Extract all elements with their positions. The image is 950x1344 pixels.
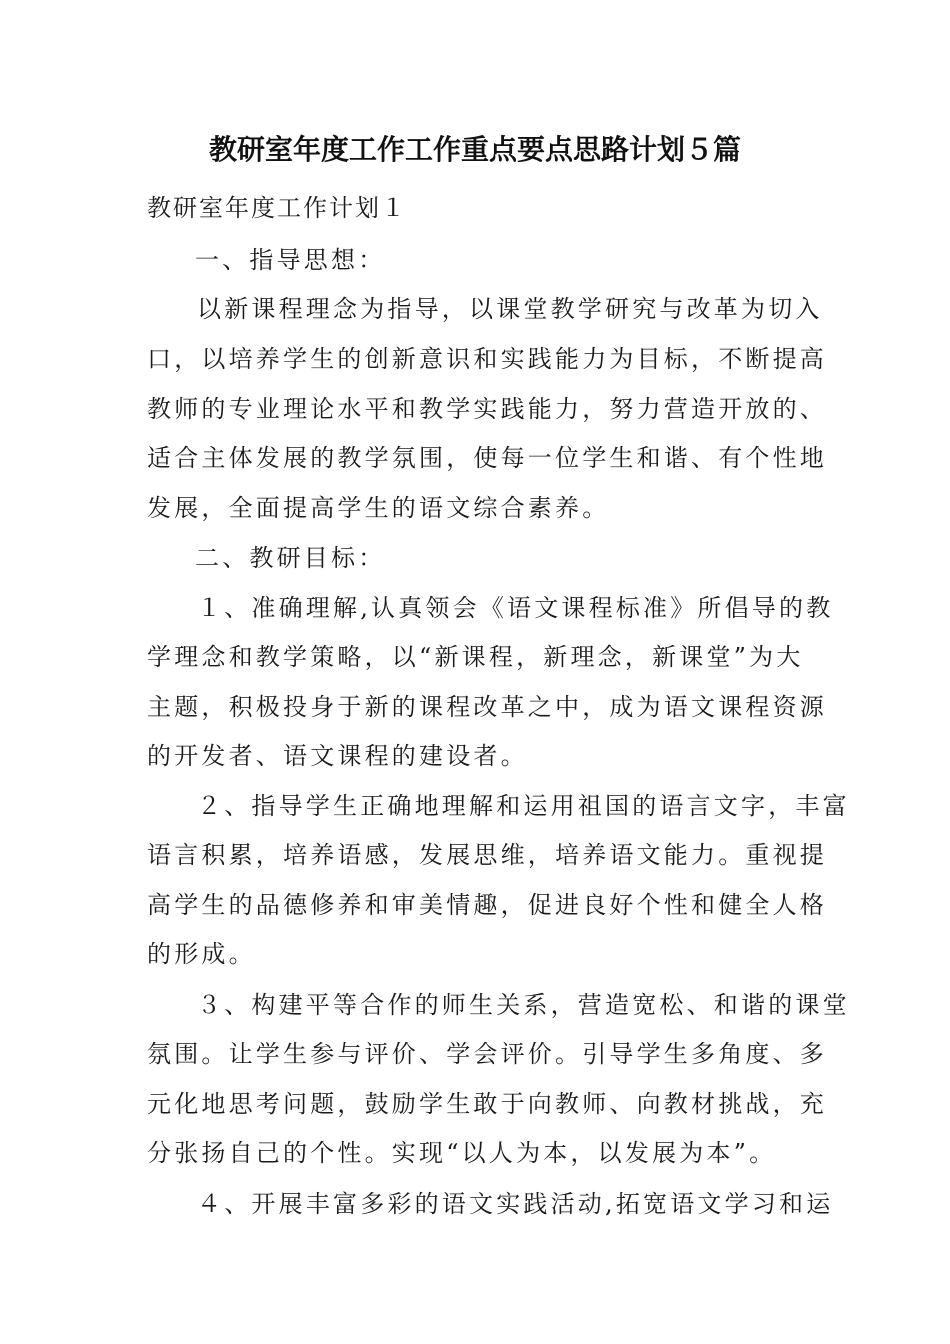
- section-heading-guiding-thought: 一、指导思想：: [195, 246, 386, 274]
- paragraph-line: 发展，全面提高学生的语文综合素养。: [147, 494, 610, 522]
- list-item-line: 学理念和教学策略，以“新课程，新理念，新课堂”为大: [147, 643, 804, 671]
- list-item-line: 的开发者、语文课程的建设者。: [147, 742, 528, 770]
- section-heading-research-goals: 二、教研目标：: [195, 544, 386, 572]
- list-item-line: ４、开展丰富多彩的语文实践活动,拓宽语文学习和运: [197, 1190, 834, 1218]
- paragraph-line: 口，以培养学生的创新意识和实践能力为目标，不断提高: [147, 345, 827, 373]
- list-item-line: 元化地思考问题，鼓励学生敢于向教师、向教材挑战，充: [147, 1090, 827, 1118]
- list-item-line: ３、构建平等合作的师生关系，营造宽松、和谐的课堂: [197, 991, 850, 1019]
- paragraph-line: 教师的专业理论水平和教学实践能力，努力营造开放的、: [147, 395, 827, 423]
- document-title: 教研室年度工作工作重点要点思路计划５篇: [208, 133, 741, 166]
- paragraph-line: 以新课程理念为指导，以课堂教学研究与改革为切入: [197, 295, 823, 323]
- list-item-line: １、准确理解,认真领会《语文课程标准》所倡导的教: [197, 594, 834, 622]
- list-item-line: 氛围。让学生参与评价、学会评价。引导学生多角度、多: [147, 1040, 827, 1068]
- list-item-line: 语言积累，培养语感，发展思维，培养语文能力。重视提: [147, 841, 827, 869]
- plan-subtitle: 教研室年度工作计划１: [147, 194, 407, 222]
- list-item-line: 分张扬自己的个性。实现“以人为本，以发展为本”。: [147, 1139, 777, 1167]
- list-item-line: 高学生的品德修养和审美情趣，促进良好个性和健全人格: [147, 891, 827, 919]
- list-item-line: 主题，积极投身于新的课程改革之中，成为语文课程资源: [147, 693, 827, 721]
- list-item-line: 的形成。: [147, 940, 256, 968]
- paragraph-line: 适合主体发展的教学氛围，使每一位学生和谐、有个性地: [147, 444, 827, 472]
- list-item-line: ２、指导学生正确地理解和运用祖国的语言文字，丰富: [197, 792, 850, 820]
